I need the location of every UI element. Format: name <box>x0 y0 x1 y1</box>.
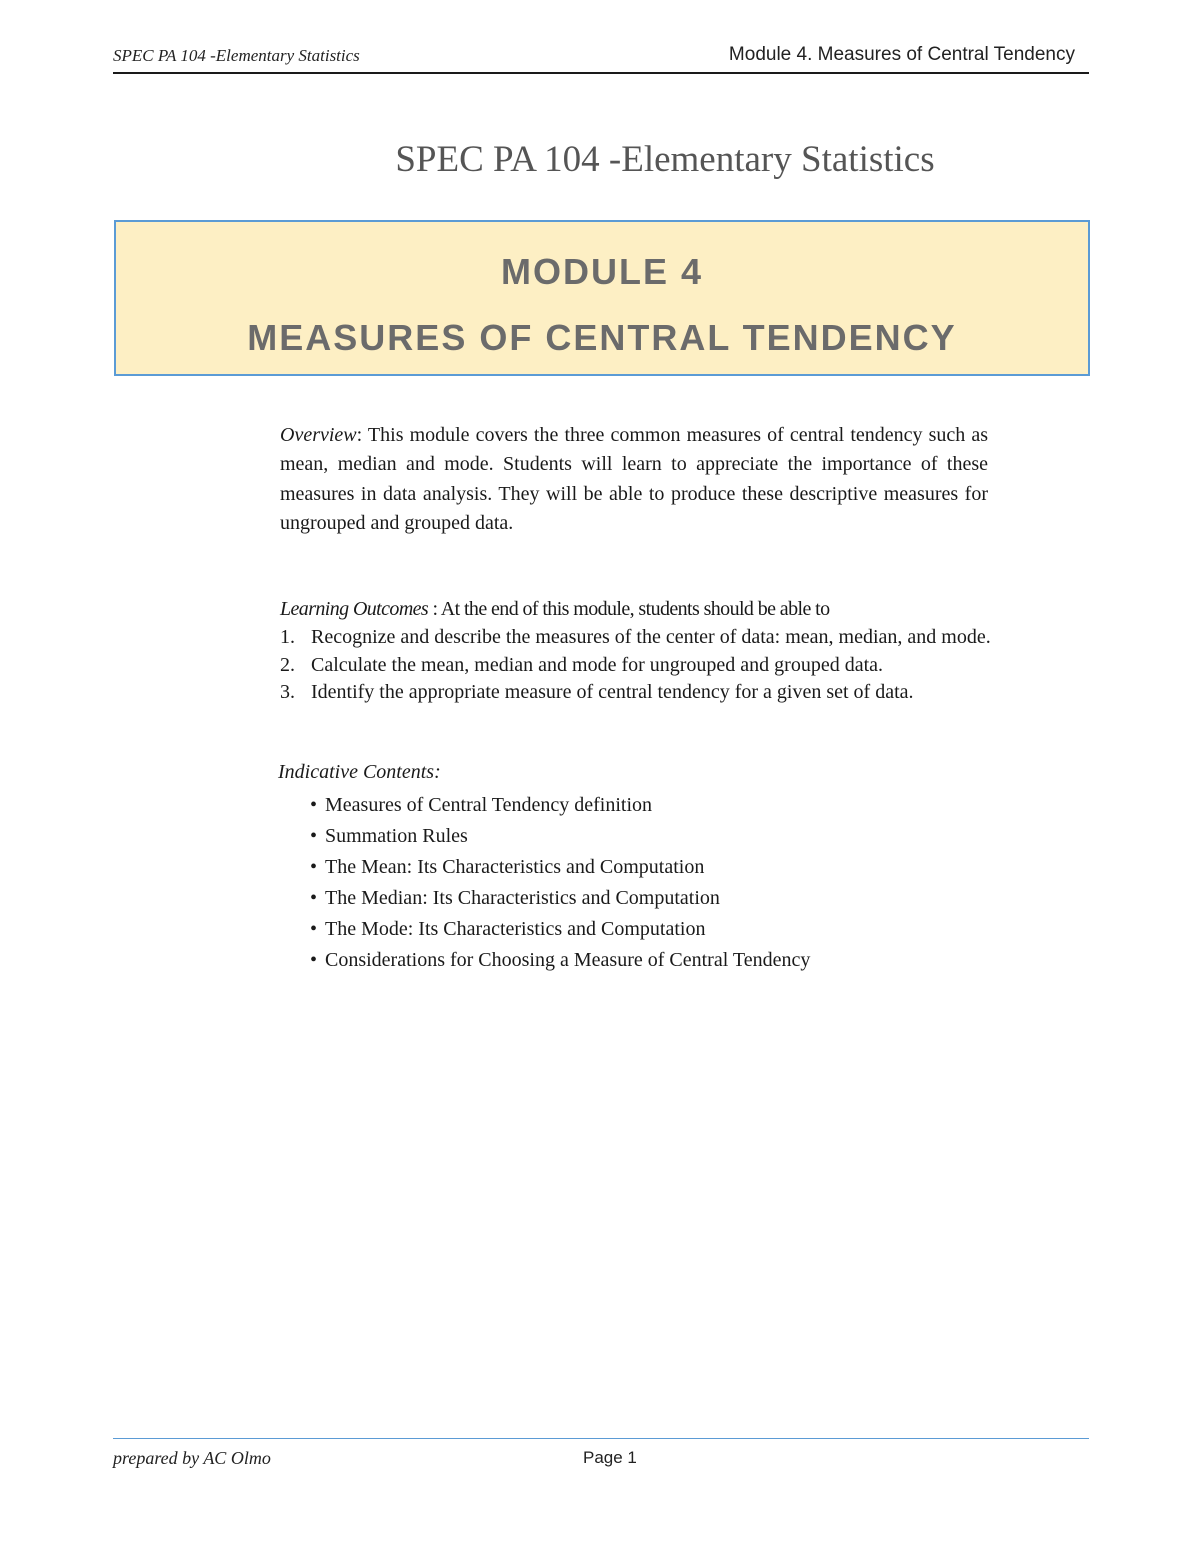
list-item <box>310 790 1010 821</box>
list-item-text: Recognize and describe the measures of the center of data: mean, median, and mode. <box>311 626 991 648</box>
bullet-icon: • <box>310 887 318 909</box>
page-header <box>113 42 1089 74</box>
list-item-text: Considerations for Choosing a Measure of Central Tendency <box>325 949 811 971</box>
indicative-contents-list <box>310 790 1010 976</box>
indicative-contents-heading: Indicative Contents: <box>278 761 441 783</box>
module-title-box <box>114 220 1090 376</box>
bullet-icon: • <box>310 794 318 816</box>
bullet-icon: • <box>310 825 318 847</box>
footer-author: prepared by AC Olmo <box>113 1448 271 1468</box>
list-item-number: 2. <box>280 653 295 676</box>
list-item <box>310 945 1010 976</box>
list-item-number: 3. <box>280 681 295 703</box>
bullet-icon: • <box>310 918 318 940</box>
list-item <box>310 914 1010 945</box>
overview-label: Overview <box>280 424 357 446</box>
list-item-text: The Mean: Its Characteristics and Computation <box>325 856 705 878</box>
course-title: SPEC PA 104 -Elementary Statistics <box>395 139 935 180</box>
module-number: MODULE 4 <box>500 251 703 292</box>
bullet-icon: • <box>310 856 318 878</box>
list-item <box>310 852 1010 883</box>
page-number: Page 1 <box>583 1448 637 1467</box>
module-name: MEASURES OF CENTRAL TENDENCY <box>247 317 957 358</box>
header-course-title: SPEC PA 104 -Elementary Statistics <box>113 46 360 65</box>
bullet-icon: • <box>310 949 318 971</box>
list-item-number: 1. <box>280 626 295 648</box>
list-item <box>280 624 1040 652</box>
learning-outcomes-heading <box>280 598 1000 621</box>
list-item-text: Measures of Central Tendency definition <box>325 794 653 816</box>
header-module-title: Module 4. Measures of Central Tendency <box>728 44 1075 65</box>
page-footer <box>113 1438 1089 1479</box>
list-item <box>310 883 1010 914</box>
learning-outcomes-list <box>280 624 1040 707</box>
learning-outcomes-intro: : At the end of this module, students should be able to <box>428 598 830 620</box>
list-item-text: The Median: Its Characteristics and Computation <box>325 887 720 909</box>
list-item-text: Summation Rules <box>325 825 468 847</box>
list-item <box>280 652 1040 680</box>
list-item-text: Calculate the mean, median and mode for ungrouped and grouped data. <box>311 653 884 676</box>
learning-outcomes-label: Learning Outcomes <box>280 598 429 620</box>
list-item <box>310 821 1010 852</box>
list-item-text: The Mode: Its Characteristics and Computation <box>325 918 706 940</box>
overview-text: : This module covers the three common measures of central tendency such as mean, median and mode. Students will learn to appreciate the importance of these measures in data analysis. They will be able to produce these descriptive measures for ungrouped and grouped data. <box>280 424 988 535</box>
list-item <box>280 679 1040 707</box>
overview-paragraph <box>280 421 988 539</box>
list-item-text: Identify the appropriate measure of central tendency for a given set of data. <box>311 681 914 703</box>
